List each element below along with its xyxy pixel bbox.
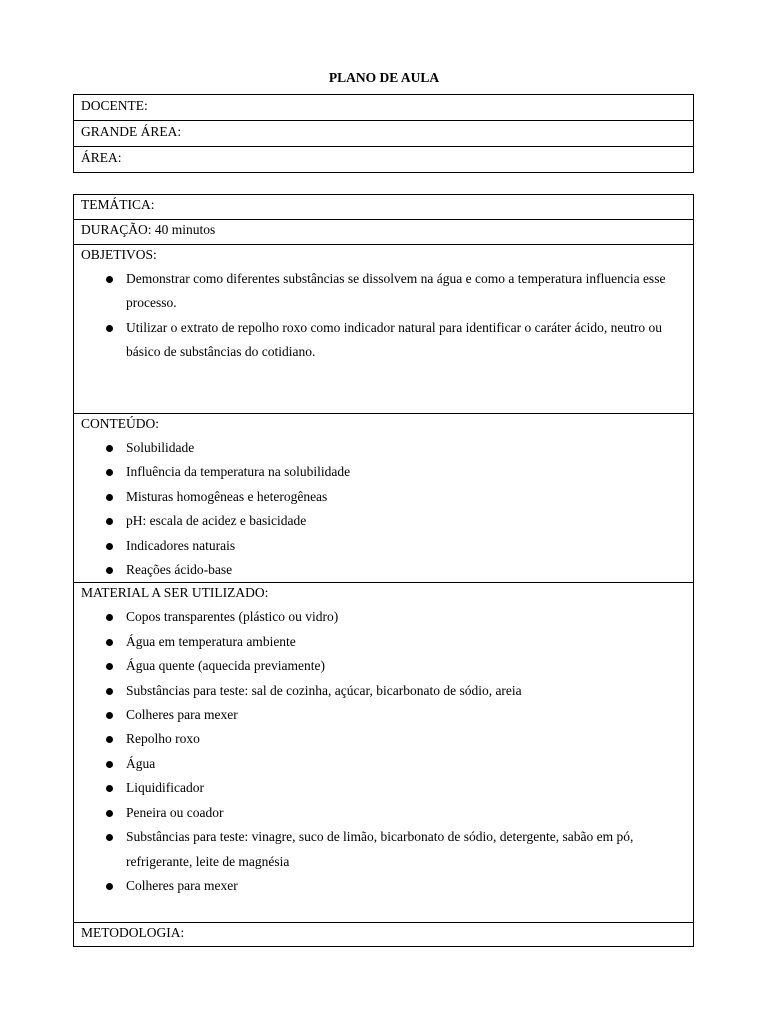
area-label: ÁREA: — [74, 147, 694, 173]
list-item — [81, 316, 686, 365]
bullet-icon — [106, 567, 113, 574]
bullet-icon — [106, 834, 113, 841]
area-row — [74, 147, 694, 173]
list-item — [81, 630, 686, 654]
objetivos-label: OBJETIVOS: — [81, 247, 157, 262]
docente-row — [74, 95, 694, 121]
tematica-label: TEMÁTICA: — [74, 195, 694, 220]
list-item-text: Indicadores naturais — [126, 537, 236, 553]
docente-label: DOCENTE: — [74, 95, 694, 121]
list-item-text: Colheres para mexer — [126, 877, 238, 893]
bullet-icon — [106, 276, 113, 283]
list-item — [81, 485, 686, 509]
grande-area-row — [74, 121, 694, 147]
duracao-text: DURAÇÃO: 40 minutos — [74, 220, 694, 245]
list-item — [81, 874, 686, 898]
bullet-icon — [106, 810, 113, 817]
conteudo-label: CONTEÚDO: — [81, 416, 159, 431]
bullet-icon — [106, 469, 113, 476]
list-item — [81, 727, 686, 751]
material-row — [74, 583, 694, 923]
material-cell — [74, 583, 694, 923]
header-table — [73, 94, 694, 173]
list-item — [81, 825, 686, 874]
objetivos-row — [74, 245, 694, 414]
bullet-icon — [106, 518, 113, 525]
conteudo-list — [81, 436, 686, 582]
conteudo-row — [74, 414, 694, 583]
list-item — [81, 460, 686, 484]
list-item — [81, 558, 686, 582]
lesson-plan-table — [73, 194, 694, 947]
list-item-text: Peneira ou coador — [126, 804, 224, 820]
material-label: MATERIAL A SER UTILIZADO: — [81, 585, 269, 601]
list-item-text: Demonstrar como diferentes substâncias se dissolvem na água e como a temperatura influencia esse processo. — [126, 271, 666, 311]
list-item — [81, 679, 686, 703]
bullet-icon — [106, 614, 113, 621]
bullet-icon — [106, 688, 113, 695]
list-item-text: Substâncias para teste: vinagre, suco de limão, bicarbonato de sódio, detergente, sabão em pó, refrigerante, leite de magnésia — [126, 829, 634, 869]
list-item-text: Solubilidade — [126, 440, 195, 455]
bullet-icon — [106, 543, 113, 550]
list-item-text: Água em temperatura ambiente — [126, 633, 296, 649]
list-item-text: pH: escala de acidez e basicidade — [126, 513, 307, 529]
list-item — [81, 267, 686, 316]
bullet-icon — [106, 663, 113, 670]
tematica-row — [74, 195, 694, 220]
list-item-text: Repolho roxo — [126, 731, 200, 747]
list-item-text: Liquidificador — [126, 780, 204, 796]
list-item — [81, 776, 686, 800]
objetivos-cell — [74, 245, 694, 414]
bullet-icon — [106, 785, 113, 792]
bullet-icon — [106, 712, 113, 719]
page-title: PLANO DE AULA — [328, 70, 440, 85]
list-item-text: Colheres para mexer — [126, 707, 238, 723]
list-item — [81, 752, 686, 776]
list-item-text: Água quente (aquecida previamente) — [126, 658, 326, 674]
bullet-icon — [106, 639, 113, 646]
list-item-text: Misturas homogêneas e heterogêneas — [126, 488, 328, 504]
list-item — [81, 703, 686, 727]
metodologia-label: METODOLOGIA: — [74, 923, 694, 947]
list-item-text: Substâncias para teste: sal de cozinha, açúcar, bicarbonato de sódio, areia — [126, 682, 522, 698]
list-item — [81, 534, 686, 558]
duracao-row — [74, 220, 694, 245]
bullet-icon — [106, 736, 113, 743]
list-item-text: Reações ácido-base — [126, 562, 233, 578]
list-item — [81, 509, 686, 533]
bullet-icon — [106, 325, 113, 332]
bullet-icon — [106, 494, 113, 501]
list-item-text: Influência da temperatura na solubilidade — [126, 464, 351, 480]
bullet-icon — [106, 883, 113, 890]
list-item-text: Utilizar o extrato de repolho roxo como indicador natural para identificar o caráter ácido, neutro ou básico de substâncias do cotidiano. — [126, 319, 663, 360]
material-list — [81, 605, 686, 898]
list-item-text: Água — [126, 755, 156, 771]
list-item — [81, 605, 686, 629]
objetivos-list — [81, 267, 686, 365]
conteudo-cell — [74, 414, 694, 583]
list-item — [81, 436, 686, 460]
grande-area-label: GRANDE ÁREA: — [74, 121, 694, 147]
list-item — [81, 654, 686, 678]
metodologia-row — [74, 923, 694, 947]
bullet-icon — [106, 445, 113, 452]
list-item-text: Copos transparentes (plástico ou vidro) — [126, 609, 339, 625]
bullet-icon — [106, 761, 113, 768]
list-item — [81, 801, 686, 825]
